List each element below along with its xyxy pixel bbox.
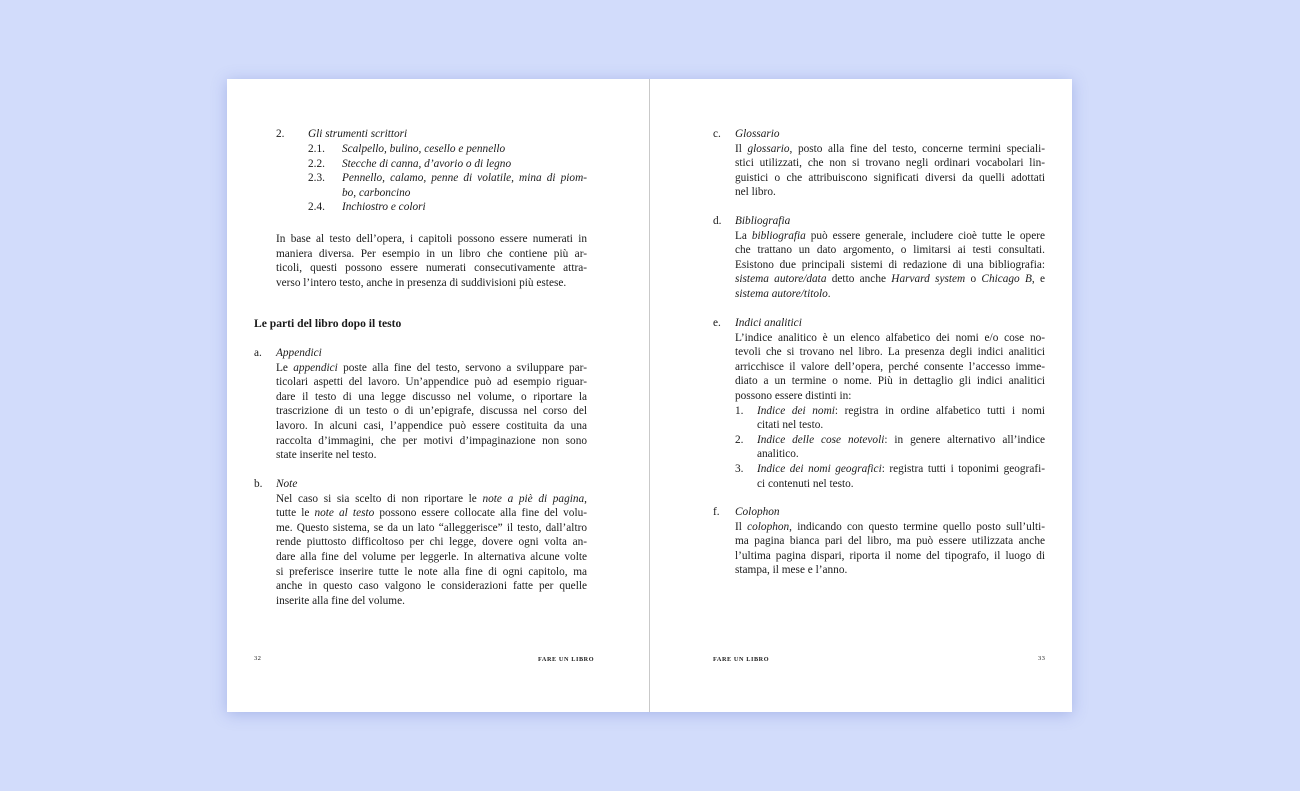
page-number: 33	[1038, 655, 1046, 662]
text-run: ,	[584, 492, 587, 505]
text-run: diato a un termine o nome. Più in dettaglio gli indici analitici	[735, 375, 1045, 388]
item-letter: e.	[713, 317, 721, 329]
italic-term: appendici	[293, 361, 338, 374]
sublist-text-line	[757, 462, 1045, 477]
text-run: ticolari aspetti del lavoro. Un’appendice può ad esempio riguar-	[276, 376, 587, 389]
item-letter: c.	[713, 128, 721, 140]
text-run: possono essere distinti in:	[735, 390, 852, 402]
list-title: Gli strumenti scrittori	[308, 128, 408, 140]
item-letter: a.	[254, 347, 262, 359]
section-heading: Le parti del libro dopo il testo	[254, 317, 402, 330]
item-title: Glossario	[735, 128, 780, 140]
item-body-line	[276, 535, 587, 550]
item-body-line	[735, 229, 1045, 244]
item-letter: b.	[254, 478, 263, 490]
item-body-line	[276, 492, 587, 507]
text-run: l’ultima pagina dispari, riporta il nome del tipografo, il luogo di	[735, 549, 1045, 562]
text-run: ma pagina bianca pari del libro, ma può essere utilizzata anche	[735, 535, 1045, 548]
text-run: dare il testo di una legge discusso nel volume, o riportare la	[276, 390, 587, 403]
text-run: L’indice analitico è un elenco alfabetico dei nomi e/o cose no-	[735, 331, 1045, 344]
text-run: dare alla fine del volume per leggerle. In alternativa alcune volte	[276, 551, 587, 563]
text-run: tevoli che si trovano nel libro. La presenza degli indici analitici	[735, 346, 1045, 359]
item-body-line	[735, 534, 1045, 549]
sublist-number: 2.1.	[308, 143, 325, 155]
italic-term: Harvard system	[891, 273, 966, 286]
paragraph-line: ticoli, questi possono essere numerati consecutivamente attra-	[276, 262, 587, 275]
text-run: Il	[735, 142, 748, 155]
item-title: Colophon	[735, 506, 780, 518]
italic-term: colophon	[747, 520, 790, 533]
italic-term: note al testo	[314, 507, 375, 520]
item-body-line	[735, 549, 1045, 564]
paragraph-line: verso l’intero testo, anche in presenza di suddivisioni più estese.	[276, 276, 567, 289]
item-body-line	[735, 360, 1045, 375]
running-head: FARE UN LIBRO	[538, 656, 595, 663]
italic-term: note a piè di pagina	[482, 492, 585, 505]
item-body-line	[735, 331, 1045, 346]
item-letter: f.	[713, 506, 720, 518]
sublist-number: 2.2.	[308, 157, 325, 170]
item-body-line	[276, 390, 587, 405]
item-body-line	[276, 361, 587, 376]
sublist-text: Pennello, calamo, penne di volatile, mina di piom-	[342, 172, 587, 185]
paragraph-line: In base al testo dell’opera, i capitoli possono essere numerati in	[276, 233, 587, 245]
item-body-line	[276, 565, 587, 580]
text-run: analitico.	[757, 448, 799, 461]
item-body-line	[735, 185, 1045, 200]
sublist-text: bo, carboncino	[342, 186, 411, 199]
text-run: trascrizione di un testo o di un’epigrafe, discussa nel corso del	[276, 405, 587, 418]
text-run: che trattano un dato argomento, o limitarsi ai testi consultati.	[735, 244, 1045, 257]
text-run: Nel caso si sia scelto di non riportare le	[276, 492, 483, 505]
text-run: anche in questo caso valgono le considerazioni fatte per quelle	[276, 580, 587, 593]
text-run: Il	[735, 520, 748, 533]
item-body-line	[276, 550, 587, 565]
sublist-text-line	[757, 447, 1045, 462]
sublist-number: 2.	[735, 433, 744, 446]
item-body-line	[276, 375, 587, 390]
italic-term: sistema autore/data	[735, 273, 827, 286]
text-run: nel libro.	[735, 186, 776, 199]
item-body-line	[735, 171, 1045, 186]
text-run: può essere generale, includere cioè tutte le opere	[805, 229, 1045, 242]
item-body-line	[735, 563, 1045, 578]
text-run: : in genere alternativo all’indice	[884, 433, 1045, 446]
item-body-line	[276, 448, 587, 463]
sublist-text-line	[757, 477, 1045, 492]
italic-term: Indice dei nomi	[757, 404, 835, 417]
text-run: raccolta d’immagini, che per motivi d’impaginazione non sono	[276, 434, 587, 447]
sublist-text: Inchiostro e colori	[342, 201, 426, 214]
text-run: ci contenuti nel testo.	[757, 477, 854, 490]
text-run: o	[965, 273, 982, 286]
text-run: , posto alla fine del testo, concerne termini speciali-	[789, 142, 1045, 155]
italic-term: Indice delle cose notevoli	[757, 433, 885, 446]
item-title: Bibliografia	[735, 215, 791, 227]
left-page	[227, 79, 649, 712]
item-body-line	[735, 287, 1045, 302]
paragraph-line: maniera diversa. Per esempio in un libro che contiene più ar-	[276, 247, 587, 260]
item-body-line	[276, 506, 587, 521]
text-run: .	[827, 288, 831, 300]
text-run: citati nel testo.	[757, 419, 824, 432]
item-body-line	[735, 374, 1045, 389]
text-run: me. Questo sistema, se da un lato “alleggerisce” il testo, dall’altro	[276, 521, 587, 534]
text-run: arricchisce il valore dell’opera, perché consente l’accesso imme-	[735, 360, 1045, 373]
item-letter: d.	[713, 215, 722, 227]
text-run: stampa, il mese e l’anno.	[735, 564, 848, 577]
item-title: Indici analitici	[735, 317, 802, 329]
text-run: : registra in ordine alfabetico tutti i nomi	[834, 404, 1045, 417]
item-body-line	[735, 142, 1045, 157]
item-title: Appendici	[276, 347, 322, 359]
item-body-line	[735, 520, 1045, 535]
sublist-text: Stecche di canna, d’avorio o di legno	[342, 157, 512, 170]
item-body-line	[276, 521, 587, 536]
right-page	[650, 79, 1072, 712]
sublist-number: 2.4.	[308, 201, 325, 214]
list-number: 2.	[276, 128, 285, 140]
text-run: La	[735, 229, 752, 242]
item-body-line	[735, 389, 1045, 404]
item-title: Note	[276, 478, 298, 490]
text-run: inserite alla fine del volume.	[276, 594, 405, 607]
sublist-number: 1.	[735, 404, 744, 417]
item-body-line	[276, 404, 587, 419]
text-run: , indicando con questo termine quello posto sull’ulti-	[789, 520, 1045, 533]
item-body-line	[276, 579, 587, 594]
italic-term: sistema autore/titolo	[735, 288, 828, 300]
sublist-text-line	[757, 433, 1045, 448]
item-body-line	[735, 156, 1045, 171]
item-body-line	[735, 258, 1045, 273]
italic-term: Chicago B	[981, 273, 1032, 286]
text-run: stici utilizzati, che non si trovano negli ordinari vocabolari lin-	[735, 157, 1045, 170]
text-run: rende piuttosto difficoltoso per chi legge, dovere ogni volta an-	[276, 536, 587, 549]
text-run: : registra tutti i toponimi geografi-	[881, 463, 1045, 475]
running-head: FARE UN LIBRO	[713, 656, 770, 663]
sublist-number: 2.3.	[308, 172, 325, 185]
italic-term: Indice dei nomi geografici	[757, 463, 882, 475]
text-run: si preferisce inserire tutte le note alla fine di ogni capitolo, ma	[276, 565, 587, 578]
item-body-line	[276, 419, 587, 434]
sublist-number: 3.	[735, 463, 744, 475]
sublist-text-line	[757, 404, 1045, 419]
sublist-text: Scalpello, bulino, cesello e pennello	[342, 143, 506, 155]
text-run: lavoro. In alcuni casi, l’appendice può essere costituita da una	[276, 420, 587, 432]
text-run: guistici o che attribuiscono significati diversi da quelli adottati	[735, 171, 1045, 184]
text-run: detto anche	[826, 273, 892, 286]
item-body-line	[276, 434, 587, 449]
text-run: possono essere collocate alla fine del volu-	[374, 507, 587, 520]
text-run: state inserite nel testo.	[276, 449, 377, 462]
italic-term: glossario	[747, 142, 790, 155]
item-body-line	[735, 243, 1045, 258]
text-run: tutte le	[276, 507, 315, 520]
item-body-line	[735, 272, 1045, 287]
text-run: poste alla fine del testo, servono a sviluppare par-	[337, 361, 587, 374]
italic-term: bibliografia	[751, 229, 806, 242]
book-spread	[227, 79, 1072, 712]
page-number: 32	[254, 655, 262, 662]
item-body-line	[276, 594, 587, 609]
text-run: Le	[276, 361, 294, 374]
text-run: , e	[1031, 273, 1046, 286]
item-body-line	[735, 345, 1045, 360]
text-run: Esistono due principali sistemi di redazione di una bibliografia:	[735, 258, 1045, 271]
sublist-text-line	[757, 418, 1045, 433]
